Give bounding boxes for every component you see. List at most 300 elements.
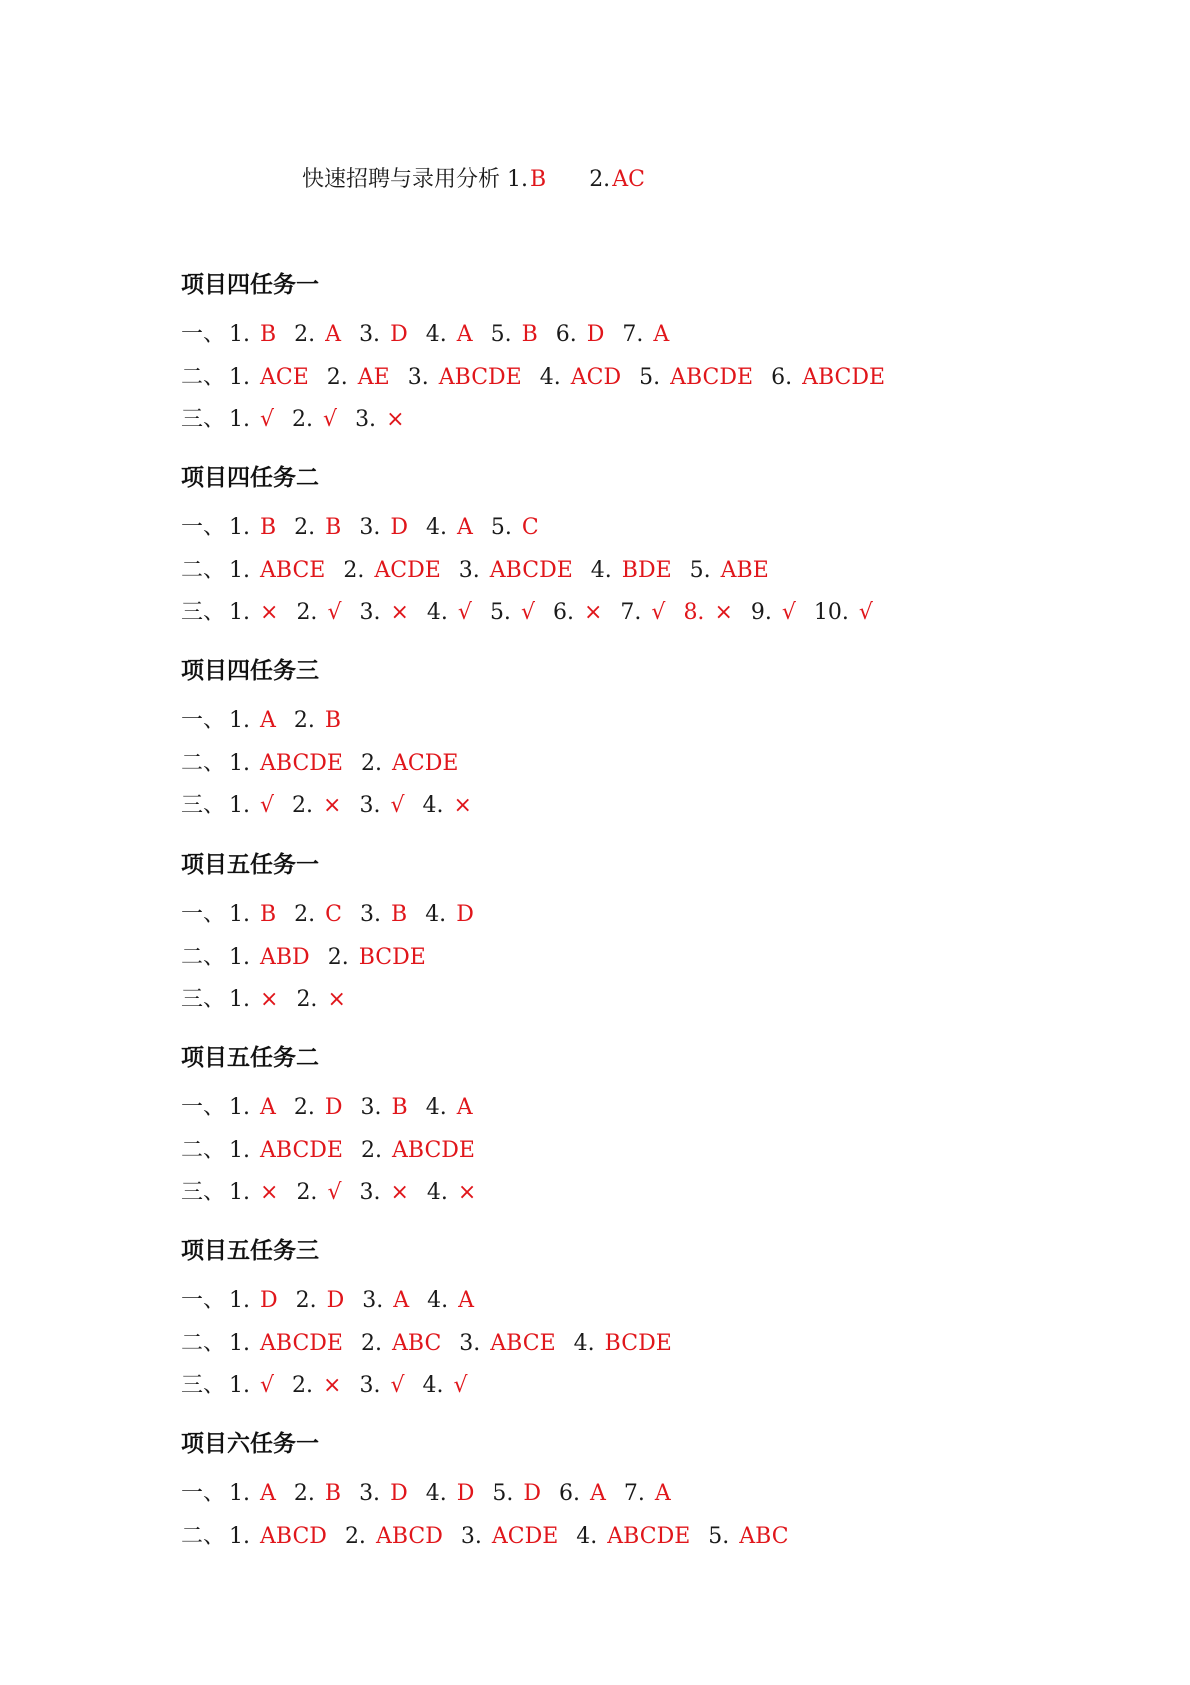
answer-row — [181, 943, 492, 986]
answer-text: BDE — [621, 557, 672, 583]
section — [181, 1043, 494, 1221]
answer-text: ABCDE — [438, 364, 522, 390]
question-number: 3. — [458, 557, 480, 583]
question-number: 1. — [229, 1288, 250, 1313]
check-mark-icon: √ — [260, 1373, 275, 1398]
answer-text: ACD — [570, 364, 622, 390]
answer-text: ABE — [720, 557, 769, 583]
answer-row — [181, 513, 891, 556]
check-mark-icon: √ — [390, 793, 405, 818]
answer-text: ABC — [739, 1523, 789, 1549]
question-number: 2. — [295, 1288, 317, 1313]
question-number: 1. — [229, 1137, 250, 1163]
answer-item — [294, 706, 341, 736]
answer-item — [461, 1522, 558, 1552]
answer-item — [359, 1178, 408, 1208]
question-number: 4. — [539, 364, 561, 390]
question-number: 3. — [359, 600, 381, 625]
answer-item — [343, 556, 440, 586]
answer-item — [459, 556, 573, 586]
question-number: 3. — [359, 1373, 381, 1398]
answer-row — [181, 1093, 494, 1136]
answer-item — [296, 1286, 345, 1316]
answer-item — [359, 791, 404, 821]
answer-row — [181, 791, 490, 834]
question-number: 1. — [229, 322, 250, 347]
question-number: 6. — [771, 364, 793, 390]
section-heading: 项目四任务一 — [181, 272, 319, 298]
question-number: 2. — [296, 987, 318, 1012]
section — [181, 1429, 807, 1564]
question-number: 2. — [327, 944, 349, 970]
row-label: 三、 — [181, 407, 226, 432]
question-number: 6. — [552, 600, 574, 625]
answer-text: ABCDE — [489, 557, 573, 583]
answer-text: BCDE — [358, 944, 426, 970]
answer-item — [751, 598, 796, 628]
row-label: 一、 — [181, 902, 226, 927]
answer-item — [360, 900, 407, 930]
answer-item — [229, 513, 276, 543]
answer-item — [294, 320, 341, 350]
question-number: 1. — [229, 1180, 250, 1205]
cross-mark-icon: × — [327, 987, 346, 1012]
check-mark-icon: √ — [651, 600, 666, 625]
answer-row — [181, 363, 903, 406]
question-number: 4. — [427, 1288, 449, 1313]
answer-text: AE — [357, 364, 390, 390]
answer-item — [559, 1479, 606, 1509]
section — [181, 1236, 690, 1414]
question-number: 5. — [639, 364, 661, 390]
answer-text: A — [458, 1288, 475, 1313]
answer-item — [553, 598, 602, 628]
answer-item — [359, 320, 408, 350]
question-number: 1. — [229, 793, 250, 818]
question-number: 4. — [426, 600, 448, 625]
question-number: 3. — [407, 364, 429, 390]
check-mark-icon: √ — [327, 1180, 342, 1205]
question-number: 2. — [292, 407, 314, 432]
answer-text: BCDE — [604, 1330, 672, 1356]
answer-text: D — [586, 322, 605, 347]
row-label: 一、 — [181, 515, 226, 540]
answer-item — [426, 320, 473, 350]
answer-item — [229, 1522, 327, 1552]
question-number: 2. — [361, 1330, 382, 1356]
question-number: 3. — [359, 322, 381, 347]
answer-item — [427, 598, 472, 628]
answer-item — [229, 1479, 276, 1509]
answer-text: B — [391, 902, 408, 927]
check-mark-icon: √ — [323, 407, 338, 432]
check-mark-icon: √ — [453, 1373, 468, 1398]
answer-item — [296, 598, 341, 628]
answer-item — [345, 1522, 443, 1552]
answer-item — [427, 1178, 476, 1208]
question-number: 1. — [229, 1523, 250, 1549]
row-label: 一、 — [181, 322, 226, 347]
answer-text: A — [456, 515, 473, 540]
question-number: 5. — [492, 1481, 514, 1506]
row-label: 二、 — [181, 1523, 226, 1549]
question-number: 2. — [292, 1373, 314, 1398]
answer-item — [294, 900, 342, 930]
answer-text: A — [456, 322, 473, 347]
question-number: 4. — [425, 322, 447, 347]
question-number: 3. — [355, 407, 377, 432]
answer-item — [708, 1522, 788, 1552]
answer-text: ABCDE — [607, 1523, 691, 1549]
row-label: 三、 — [181, 600, 226, 625]
section-heading: 项目四任务三 — [181, 658, 319, 684]
answer-text: ABCDE — [260, 1330, 343, 1356]
question-number: 7. — [620, 600, 642, 625]
row-label: 二、 — [181, 944, 226, 970]
answer-item — [426, 1093, 473, 1123]
row-label: 二、 — [181, 1137, 226, 1163]
answer-row — [181, 320, 903, 363]
answer-item — [361, 1093, 408, 1123]
question-number: 2. — [294, 902, 316, 927]
row-label: 二、 — [181, 1330, 226, 1356]
answer-item — [229, 1286, 278, 1316]
answer-text: A — [260, 1095, 276, 1120]
question-number: 4. — [590, 557, 612, 583]
check-mark-icon: √ — [520, 600, 535, 625]
answer-row — [181, 706, 490, 749]
answer-item — [683, 598, 732, 628]
question-number: 4. — [425, 902, 447, 927]
cross-mark-icon: × — [260, 987, 279, 1012]
question-number: 2. — [296, 600, 318, 625]
question-number: 1. — [229, 902, 250, 927]
answer-text: ACE — [260, 364, 309, 390]
cross-mark-icon: × — [583, 600, 603, 625]
answer-text: B — [324, 1481, 342, 1506]
cross-mark-icon: × — [457, 1180, 477, 1205]
question-number: 1. — [229, 987, 250, 1012]
answer-text: D — [456, 902, 474, 927]
check-mark-icon: √ — [390, 1373, 405, 1398]
cross-mark-icon: × — [260, 1180, 279, 1205]
answer-row — [181, 1136, 494, 1179]
question-number: 2. — [293, 1481, 315, 1506]
section-heading: 项目六任务一 — [181, 1431, 319, 1457]
question-number: 4. — [425, 1095, 447, 1120]
question-number: 3. — [362, 1288, 384, 1313]
answer-text: D — [326, 1288, 345, 1313]
answer-item — [624, 1479, 671, 1509]
answer-row — [181, 985, 492, 1028]
question-number: 1. — [229, 944, 250, 970]
section — [181, 850, 492, 1028]
answer-text: B — [324, 708, 342, 733]
answer-item — [426, 1479, 475, 1509]
answer-text: A — [325, 322, 342, 347]
answer-text: ABCD — [375, 1523, 443, 1549]
question-number: 6. — [558, 1481, 580, 1506]
answer-item — [229, 363, 309, 393]
answer-row — [181, 749, 490, 792]
answer-item — [620, 598, 665, 628]
answer-item — [362, 1286, 409, 1316]
answer-item — [229, 749, 343, 779]
answer-item — [556, 320, 605, 350]
answer-item — [690, 556, 769, 586]
answer-item — [574, 1329, 672, 1359]
answer-item — [296, 1178, 341, 1208]
check-mark-icon: √ — [327, 600, 342, 625]
answer-row — [181, 405, 903, 448]
question-number: 2. — [292, 793, 314, 818]
answer-item — [491, 320, 538, 350]
answer-item — [361, 1136, 475, 1166]
row-label: 一、 — [181, 1481, 226, 1506]
question-number: 3. — [359, 793, 381, 818]
answer-item — [426, 513, 473, 543]
row-label: 一、 — [181, 708, 226, 733]
question-number: 2. — [361, 750, 382, 776]
answer-item — [229, 598, 278, 628]
row-label: 一、 — [181, 1095, 226, 1120]
section — [181, 270, 903, 448]
answer-text: ABCDE — [670, 364, 754, 390]
answer-text: B — [521, 322, 538, 347]
question-number: 2. — [361, 1137, 382, 1163]
answer-text: D — [523, 1481, 541, 1506]
answer-item — [229, 1178, 278, 1208]
section-heading: 项目五任务三 — [181, 1238, 319, 1264]
question-number: 4. — [422, 1373, 444, 1398]
question-number: 1. — [229, 1373, 250, 1398]
answer-text: ABCE — [490, 1330, 556, 1356]
question-number: 3. — [460, 1523, 482, 1549]
question-number: 10. — [813, 600, 849, 625]
answer-text: ABCDE — [802, 364, 886, 390]
answer-item — [292, 791, 341, 821]
answer-text: B — [325, 515, 342, 540]
question-number: 4. — [422, 793, 444, 818]
cross-mark-icon: × — [323, 1373, 342, 1398]
answer-text: ABCD — [260, 1523, 327, 1549]
answer-text: C — [521, 515, 539, 540]
cross-mark-icon: × — [323, 793, 342, 818]
answer-text: ABC — [392, 1330, 442, 1356]
question-number: 5. — [490, 515, 512, 540]
section — [181, 656, 490, 834]
answer-item — [490, 598, 535, 628]
question-number: 1. — [229, 750, 250, 776]
question-number: 4. — [425, 515, 447, 540]
row-label: 二、 — [181, 557, 226, 583]
answer-row — [181, 556, 891, 599]
answer-item — [229, 706, 276, 736]
row-label: 三、 — [181, 987, 226, 1012]
answer-item — [427, 1286, 474, 1316]
answer-item — [229, 1093, 276, 1123]
answer-row — [181, 598, 891, 641]
section-heading: 项目五任务二 — [181, 1045, 319, 1071]
answer-item — [229, 900, 276, 930]
answer-row — [181, 1522, 807, 1565]
question-number: 1. — [229, 1330, 250, 1356]
question-number: 2. — [294, 515, 316, 540]
answer-item — [408, 363, 522, 393]
check-mark-icon: √ — [457, 600, 472, 625]
answer-row — [181, 1286, 690, 1329]
row-label: 二、 — [181, 750, 226, 776]
answer-item — [229, 1136, 343, 1166]
question-number: 1. — [229, 364, 250, 390]
intro-item-2: 2.AC — [589, 167, 645, 192]
answer-item — [359, 513, 408, 543]
question-number: 4. — [576, 1523, 598, 1549]
section — [181, 463, 891, 641]
question-number: 4. — [425, 1481, 447, 1506]
section-heading: 项目五任务一 — [181, 852, 319, 878]
answer-text: D — [260, 1288, 278, 1313]
answer-item — [229, 791, 274, 821]
question-number: 8. — [683, 600, 705, 625]
answer-item — [540, 363, 621, 393]
answer-text: D — [390, 1481, 408, 1506]
row-label: 三、 — [181, 1180, 226, 1205]
answer-item — [591, 556, 672, 586]
answer-item — [576, 1522, 690, 1552]
check-mark-icon: √ — [858, 600, 873, 625]
question-number: 3. — [360, 1095, 382, 1120]
question-number: 2. — [326, 364, 348, 390]
answer-item — [292, 1371, 341, 1401]
answer-text: A — [260, 1481, 276, 1506]
answer-text: A — [653, 322, 670, 347]
question-number: 2. — [294, 322, 316, 347]
question-number: 1. — [229, 557, 250, 583]
question-number: 7. — [622, 322, 644, 347]
cross-mark-icon: × — [714, 600, 733, 625]
answer-text: A — [456, 1095, 473, 1120]
section-heading: 项目四任务二 — [181, 465, 319, 491]
answer-item — [229, 556, 325, 586]
answer-text: A — [589, 1481, 606, 1506]
question-number: 2. — [344, 1523, 366, 1549]
question-number: 1. — [229, 600, 250, 625]
question-number: 2. — [296, 1180, 318, 1205]
answer-text: C — [325, 902, 343, 927]
answer-text: B — [260, 515, 277, 540]
question-number: 5. — [489, 600, 511, 625]
answer-item — [639, 363, 753, 393]
intro-title: 快速招聘与录用分析 — [302, 167, 501, 192]
answer-text: ACDE — [392, 750, 459, 776]
question-number: 1. — [229, 515, 250, 540]
answer-row — [181, 1178, 494, 1221]
answer-text: ABCDE — [392, 1137, 475, 1163]
answer-text: B — [260, 902, 277, 927]
question-number: 1. — [229, 407, 250, 432]
answer-item — [229, 943, 310, 973]
answer-item — [491, 513, 539, 543]
answer-item — [229, 320, 276, 350]
answer-text: B — [391, 1095, 408, 1120]
answer-text: ABCDE — [260, 750, 343, 776]
question-number: 1. — [229, 1095, 250, 1120]
answer-item — [229, 1329, 343, 1359]
answer-item — [292, 405, 337, 435]
question-number: 3. — [359, 1481, 381, 1506]
question-number: 5. — [708, 1523, 730, 1549]
answer-item — [294, 513, 341, 543]
answer-item — [361, 749, 458, 779]
cross-mark-icon: × — [260, 600, 279, 625]
answer-item — [771, 363, 885, 393]
question-number: 4. — [573, 1330, 595, 1356]
question-number: 5. — [689, 557, 711, 583]
answer-item — [359, 1479, 408, 1509]
intro-item-1: 1.B — [507, 167, 547, 192]
answer-item — [814, 598, 873, 628]
answer-text: ABD — [260, 944, 310, 970]
answer-item — [327, 363, 390, 393]
question-number: 3. — [359, 1180, 381, 1205]
answer-text: D — [390, 515, 408, 540]
check-mark-icon: √ — [260, 793, 275, 818]
question-number: 3. — [459, 1330, 481, 1356]
cross-mark-icon: × — [453, 793, 472, 818]
question-number: 6. — [555, 322, 577, 347]
answer-item — [622, 320, 669, 350]
check-mark-icon: √ — [260, 407, 275, 432]
cross-mark-icon: × — [390, 1180, 409, 1205]
question-number: 2. — [293, 1095, 315, 1120]
question-number: 1. — [229, 1481, 250, 1506]
question-number: 1. — [229, 708, 250, 733]
answer-row — [181, 1329, 690, 1372]
answer-item — [423, 791, 472, 821]
answer-item — [296, 985, 345, 1015]
answer-text: D — [390, 322, 408, 347]
answer-text: ABCE — [260, 557, 326, 583]
answer-item — [425, 900, 474, 930]
answer-item — [328, 943, 426, 973]
answer-text: A — [654, 1481, 671, 1506]
answer-item — [294, 1093, 343, 1123]
answer-row — [181, 900, 492, 943]
answer-item — [492, 1479, 541, 1509]
answer-item — [359, 1371, 404, 1401]
answer-text: A — [393, 1288, 410, 1313]
cross-mark-icon: × — [390, 600, 409, 625]
answer-item — [355, 405, 404, 435]
answer-item — [294, 1479, 341, 1509]
answer-text: D — [324, 1095, 343, 1120]
answer-text: D — [456, 1481, 475, 1506]
question-number: 5. — [490, 322, 512, 347]
row-label: 二、 — [181, 364, 226, 390]
answer-text: ACDE — [374, 557, 441, 583]
row-label: 三、 — [181, 793, 226, 818]
answer-text: ABCDE — [260, 1137, 343, 1163]
question-number: 9. — [750, 600, 772, 625]
answer-item — [229, 405, 274, 435]
answer-text: A — [260, 708, 276, 733]
answer-text: B — [260, 322, 277, 347]
answer-item — [361, 1329, 441, 1359]
question-number: 2. — [293, 708, 315, 733]
check-mark-icon: √ — [781, 600, 796, 625]
answer-item — [459, 1329, 555, 1359]
